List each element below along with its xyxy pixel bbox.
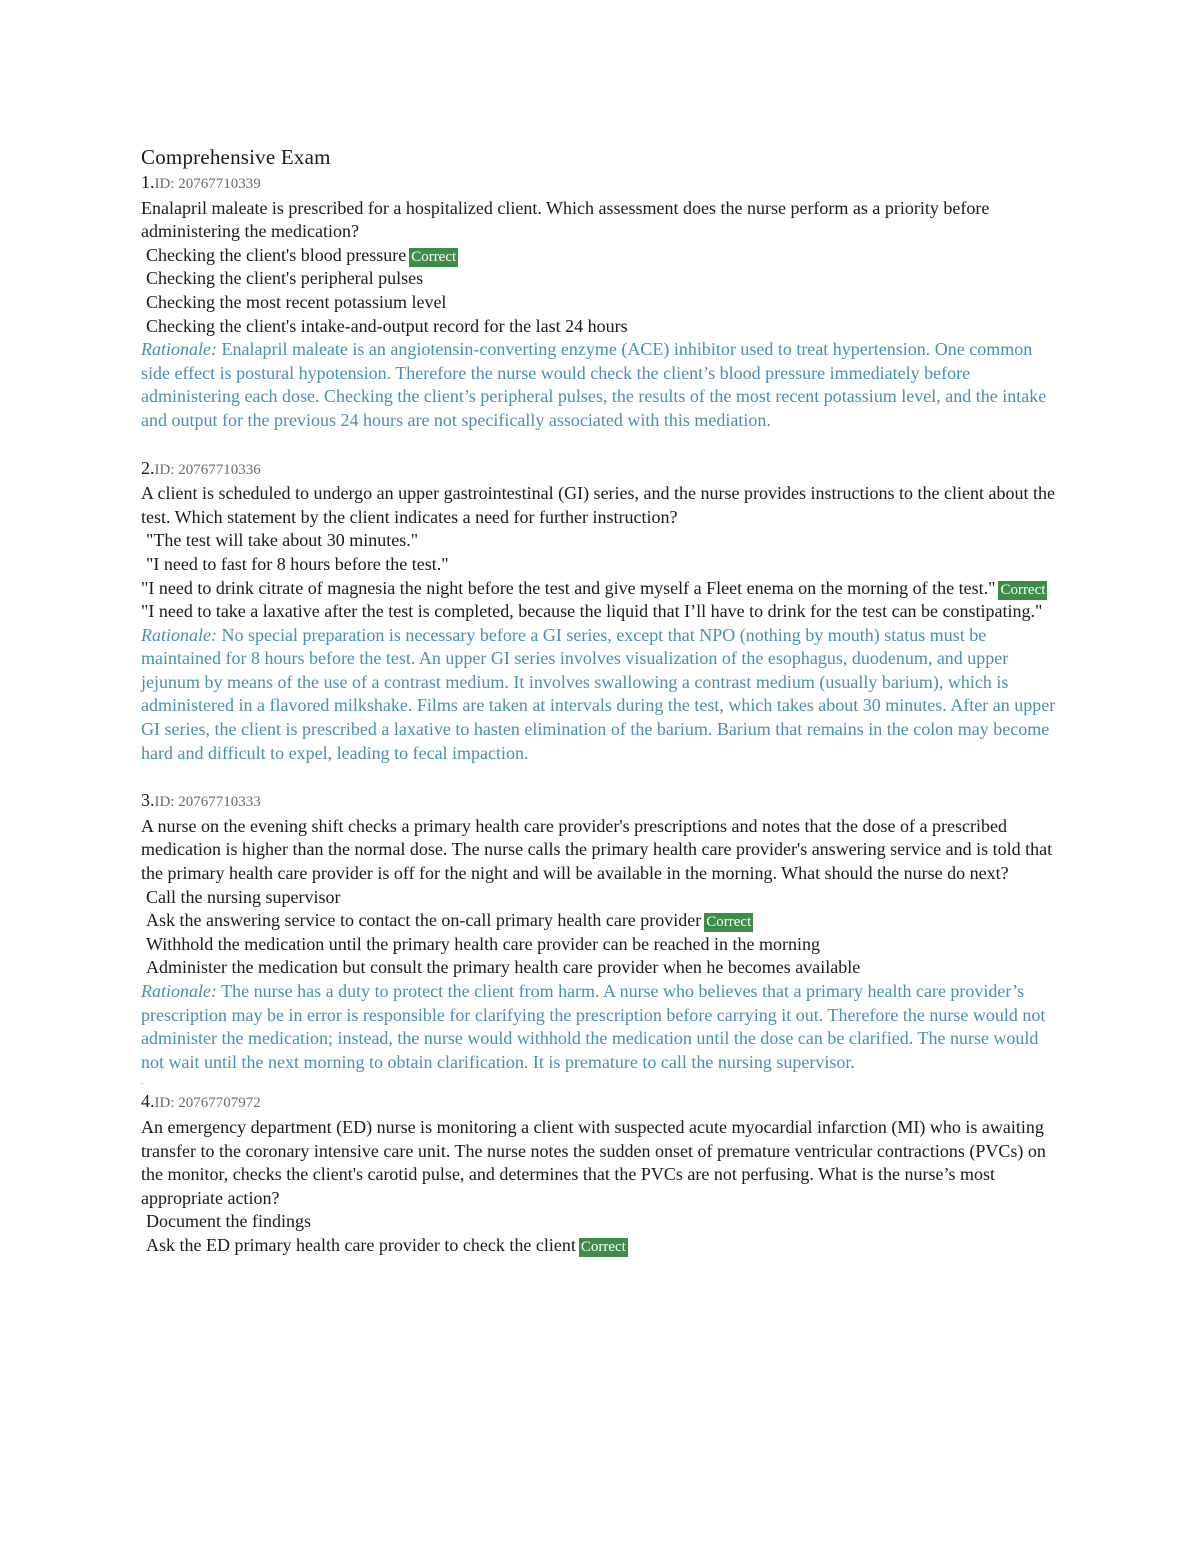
answer-option: "The test will take about 30 minutes." [146,530,419,551]
question-header [141,457,1070,483]
correct-badge: Correct [1000,581,1046,598]
question-stem: An emergency department (ED) nurse is monitoring a client with suspected acute myocardial infarction (MI) who is awaiting transfer to the coronary intensive care unit. The nurse notes the sudden onset of premature ventricular contractions (PVCs) on the monitor, checks the client's carotid pulse, and determines that the PVCs are not perfusing. What is the nurse’s most appropriate action? [141,1116,1046,1208]
page-title: Comprehensive Exam [141,145,331,169]
question-4 [141,1090,1070,1257]
answer-option: Checking the client's intake-and-output record for the last 24 hours [146,315,628,336]
question-stem: Enalapril maleate is prescribed for a hospitalized client. Which assessment does the nurse perform as a priority before administering the medication? [141,197,990,242]
answer-option [141,600,1061,624]
answer-option-text: "I need to take a laxative after the test is completed, because the liquid that I’ll have to drink for the test can be constipating." [141,601,1043,622]
question-1 [141,171,1070,433]
answer-option-text: Ask the ED primary health care provider to check the client [146,1234,576,1255]
rationale-text: The nurse has a duty to protect the client from harm. A nurse who believes that a primary health care provider’s prescription may be in error is responsible for clarifying the prescription before carrying it out. Therefore the nurse would not administer the medication; instead, the nurse would withhold the medication until the dose can be clarified. The nurse would not wait until the next morning to obtain clarification. It is premature to call the nursing supervisor. [141,981,1046,1072]
rationale [141,338,1061,432]
correct-badge: Correct [580,1238,626,1255]
spacer: . [141,1076,144,1088]
rationale-label: Rationale: [141,339,217,360]
rationale [141,624,1061,766]
question-stem: A nurse on the evening shift checks a primary health care provider's prescriptions and notes that the dose of a prescribed medication is higher than the normal dose. The nurse calls the primary health care provider's answering service and is told that the primary health care provider is off for the night and will be available in the morning. What should the nurse do next? [141,815,1053,884]
question-number: 2. [141,457,155,478]
question-id: ID: 20767710336 [154,461,261,478]
answer-option: "I need to fast for 8 hours before the test." [146,553,449,574]
answer-option: Document the findings [146,1211,311,1232]
answer-option: Withhold the medication until the primary health care provider can be reached in the morning [146,933,821,954]
answer-option [141,1234,1070,1258]
question-number: 3. [141,790,155,811]
question-header [141,1090,1070,1116]
question-stem: A client is scheduled to undergo an upper gastrointestinal (GI) series, and the nurse provides instructions to the client about the test. Which statement by the client indicates a need for further instruction? [141,483,1055,527]
answer-option [141,577,1061,601]
spacer [141,433,1070,457]
answer-option: Call the nursing supervisor [146,886,341,907]
answer-option: Administer the medication but consult the primary health care provider when he becomes available [146,957,861,978]
answer-option [141,909,1070,933]
rationale-text: No special preparation is necessary before a GI series, except that NPO (nothing by mouth) status must be maintained for 8 hours before the test. An upper GI series involves visualization of the esophagus, duodenum, and upper jejunum by means of the use of a contrast medium. It involves swallowing a contrast medium (usually barium), which is administered in a flavored milkshake. Films are taken at intervals during the test, which takes about 30 minutes. After an upper GI series, the client is prescribed a laxative to hasten elimination of the barium. Barium that remains in the colon may become hard and difficult to expel, leading to fecal impaction. [141,624,1056,763]
question-number: 1. [141,172,155,192]
answer-option-text: Checking the client's blood pressure [146,244,407,265]
question-id: ID: 20767707972 [154,1095,261,1112]
answer-option-text: "I need to drink citrate of magnesia the night before the test and give myself a Fleet enema on the morning of the test." [141,577,996,598]
answer-option: Checking the most recent potassium level [146,291,447,312]
rationale-label: Rationale: [141,624,217,645]
question-header [141,171,1070,197]
rationale-label: Rationale: [141,981,217,1001]
answer-option: Checking the client's peripheral pulses [146,268,424,289]
question-id: ID: 20767710333 [154,794,261,811]
rationale-text: Enalapril maleate is an angiotensin-converting enzyme (ACE) inhibitor used to treat hypertension. One common side effect is postural hypotension. Therefore the nurse would check the client’s blood pressure immediately before administering each dose. Checking the client’s peripheral pulses, the results of the most recent potassium level, and the intake and output for the previous 24 hours are not specifically associated with this mediation. [141,339,1047,430]
answer-option [141,244,1070,268]
question-2 [141,457,1070,766]
question-number: 4. [141,1091,155,1112]
question-3 [141,789,1070,1074]
correct-badge: Correct [411,248,457,265]
correct-badge: Correct [706,914,752,931]
spacer [141,765,1070,789]
question-header [141,789,1070,815]
answer-option-text: Ask the answering service to contact the on-call primary health care provider [146,910,702,931]
question-id: ID: 20767710339 [154,176,261,192]
rationale [141,980,1061,1074]
